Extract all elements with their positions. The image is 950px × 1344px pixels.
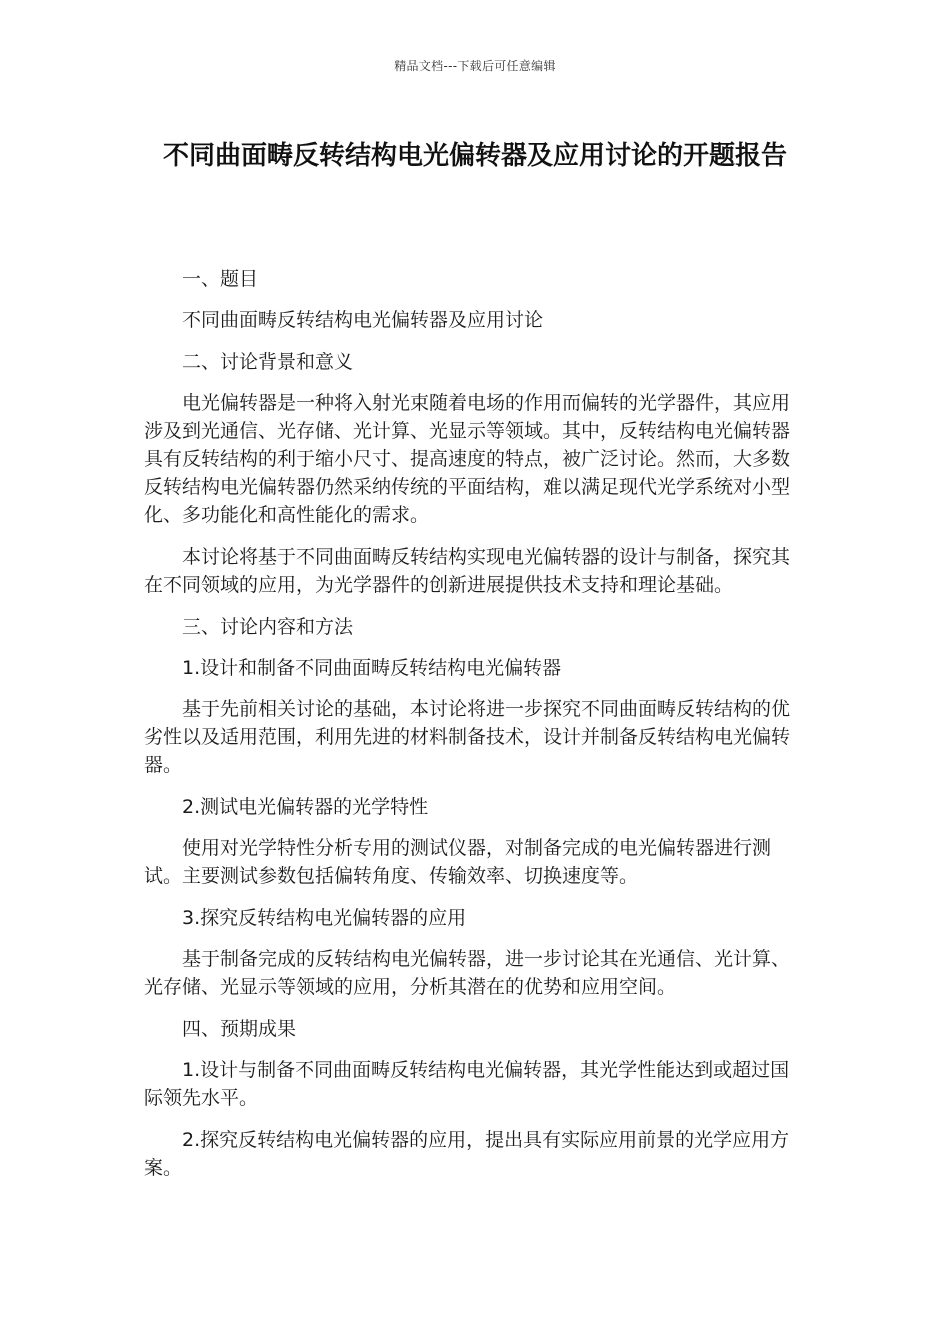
document-title: 不同曲面畴反转结构电光偏转器及应用讨论的开题报告 bbox=[162, 141, 787, 171]
paragraph-topic: 不同曲面畴反转结构电光偏转器及应用讨论 bbox=[182, 309, 544, 331]
subheading-method-2: 2.测试电光偏转器的光学特性 bbox=[182, 796, 429, 818]
paragraph-method-1: 基于先前相关讨论的基础，本讨论将进一步探究不同曲面畴反转结构的优劣性以及适用范围，利用先进的材料制备技术，设计并制备反转结构电光偏转器。 bbox=[144, 698, 791, 776]
subheading-method-3: 3.探究反转结构电光偏转器的应用 bbox=[182, 907, 467, 929]
paragraph-method-2: 使用对光学特性分析专用的测试仪器，对制备完成的电光偏转器进行测试。主要测试参数包括偏转角度、传输效率、切换速度等。 bbox=[144, 837, 772, 887]
paragraph-background-1: 电光偏转器是一种将入射光束随着电场的作用而偏转的光学器件，其应用涉及到光通信、光存储、光计算、光显示等领域。其中，反转结构电光偏转器具有反转结构的利于缩小尺寸、提高速度的特点，被广泛讨论。然而，大多数反转结构电光偏转器仍然采纳传统的平面结构，难以满足现代光学系统对小型化、多功能化和高性能化的需求。 bbox=[144, 392, 791, 526]
paragraph-result-2: 2.探究反转结构电光偏转器的应用，提出具有实际应用前景的光学应用方案。 bbox=[144, 1129, 790, 1179]
subheading-method-1: 1.设计和制备不同曲面畴反转结构电光偏转器 bbox=[182, 657, 562, 679]
paragraph-result-1: 1.设计与制备不同曲面畴反转结构电光偏转器，其光学性能达到或超过国际领先水平。 bbox=[144, 1059, 790, 1109]
section-heading-topic: 一、题目 bbox=[182, 268, 259, 290]
section-heading-methods: 三、讨论内容和方法 bbox=[182, 616, 354, 638]
paragraph-background-2: 本讨论将基于不同曲面畴反转结构实现电光偏转器的设计与制备，探究其在不同领域的应用，为光学器件的创新进展提供技术支持和理论基础。 bbox=[144, 546, 791, 596]
section-heading-background: 二、讨论背景和意义 bbox=[182, 351, 354, 373]
section-heading-results: 四、预期成果 bbox=[182, 1018, 297, 1040]
document-body bbox=[144, 265, 794, 1196]
paragraph-method-3: 基于制备完成的反转结构电光偏转器，进一步讨论其在光通信、光计算、光存储、光显示等领域的应用，分析其潜在的优势和应用空间。 bbox=[144, 948, 791, 998]
page-header: 精品文档---下载后可任意编辑 bbox=[394, 59, 556, 73]
